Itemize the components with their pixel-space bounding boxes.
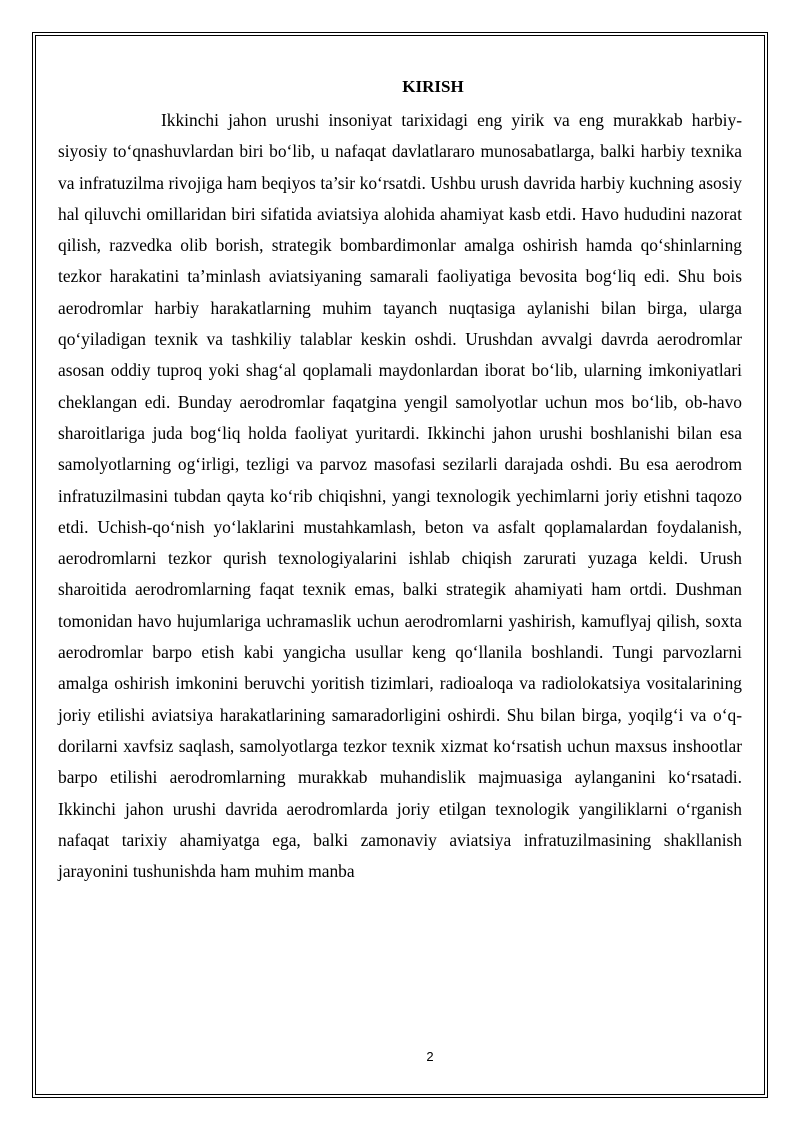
page-number: 2: [426, 1049, 434, 1064]
page-title: KIRISH: [402, 77, 464, 96]
body-paragraph: Ikkinchi jahon urushi insoniyat tarixidagi eng yirik va eng murakkab harbiy-siyosiy to‘qnashuvlardan biri bo‘lib, u nafaqat davlatlararo munosabatlarga, balki harbiy texnika va infratuzilma rivojiga ham beqiyos ta’sir ko‘rsatdi. Ushbu urush davrida harbiy kuchning asosiy hal qiluvchi omillaridan biri sifatida aviatsiya alohida ahamiyat kasb etdi. Havo hududini nazorat qilish, razvedka olib borish, strategik bombardimonlar amalga oshirish hamda qo‘shinlarning tezkor harakatini ta’minlash aviatsiyaning samarali faoliyatiga bevosita bog‘liq edi. Shu bois aerodromlar harbiy harakatlarning muhim tayanch nuqtasiga aylanishi bilan birga, ularga qo‘yiladigan texnik va tashkiliy talablar keskin oshdi. Urushdan avvalgi davrda aerodromlar asosan oddiy tuproq yoki shag‘al qoplamali maydonlardan iborat bo‘lib, ularning imkoniyatlari cheklangan edi. Bunday aerodromlar faqatgina yengil samolyotlar uchun mos bo‘lib, ob-havo sharoitlariga juda bog‘liq holda faoliyat yuritardi. Ikkinchi jahon urushi boshlanishi bilan esa samolyotlarning og‘irligi, tezligi va parvoz masofasi sezilarli darajada oshdi. Bu esa aerodrom infratuzilmasini tubdan qayta ko‘rib chiqishni, yangi texnologik yechimlarni joriy etishni taqozo etdi. Uchish-qo‘nish yo‘laklarini mustahkamlash, beton va asfalt qoplamalardan foydalanish, aerodromlarni tezkor qurish texnologiyalarini ishlab chiqish zarurati yuzaga keldi. Urush sharoitida aerodromlarning faqat texnik emas, balki strategik ahamiyati ham ortdi. Dushman tomonidan havo hujumlariga uchramaslik uchun aerodromlarni yashirish, kamuflyaj qilish, soxta aerodromlar barpo etish kabi yangicha usullar keng qo‘llanila boshlandi. Tungi parvozlarni amalga oshirish imkonini beruvchi yoritish tizimlari, radioaloqa va radiolokatsiya vositalarining joriy etilishi aviatsiya harakatlarining samaradorligini oshirdi. Shu bilan birga, yoqilg‘i va o‘q-dorilarni xavfsiz saqlash, samolyotlarga tezkor texnik xizmat ko‘rsatish uchun maxsus inshootlar barpo etilishi aerodromlarning murakkab muhandislik majmuasiga aylanganini ko‘rsatadi. Ikkinchi jahon urushi davrida aerodromlarda joriy etilgan texnologik yangiliklarni o‘rganish nafaqat tarixiy ahamiyatga ega, balki zamonaviy aviatsiya infratuzilmasining shakllanish jarayonini tushunishda ham muhim manba: [58, 110, 742, 882]
document-content: [58, 74, 742, 887]
